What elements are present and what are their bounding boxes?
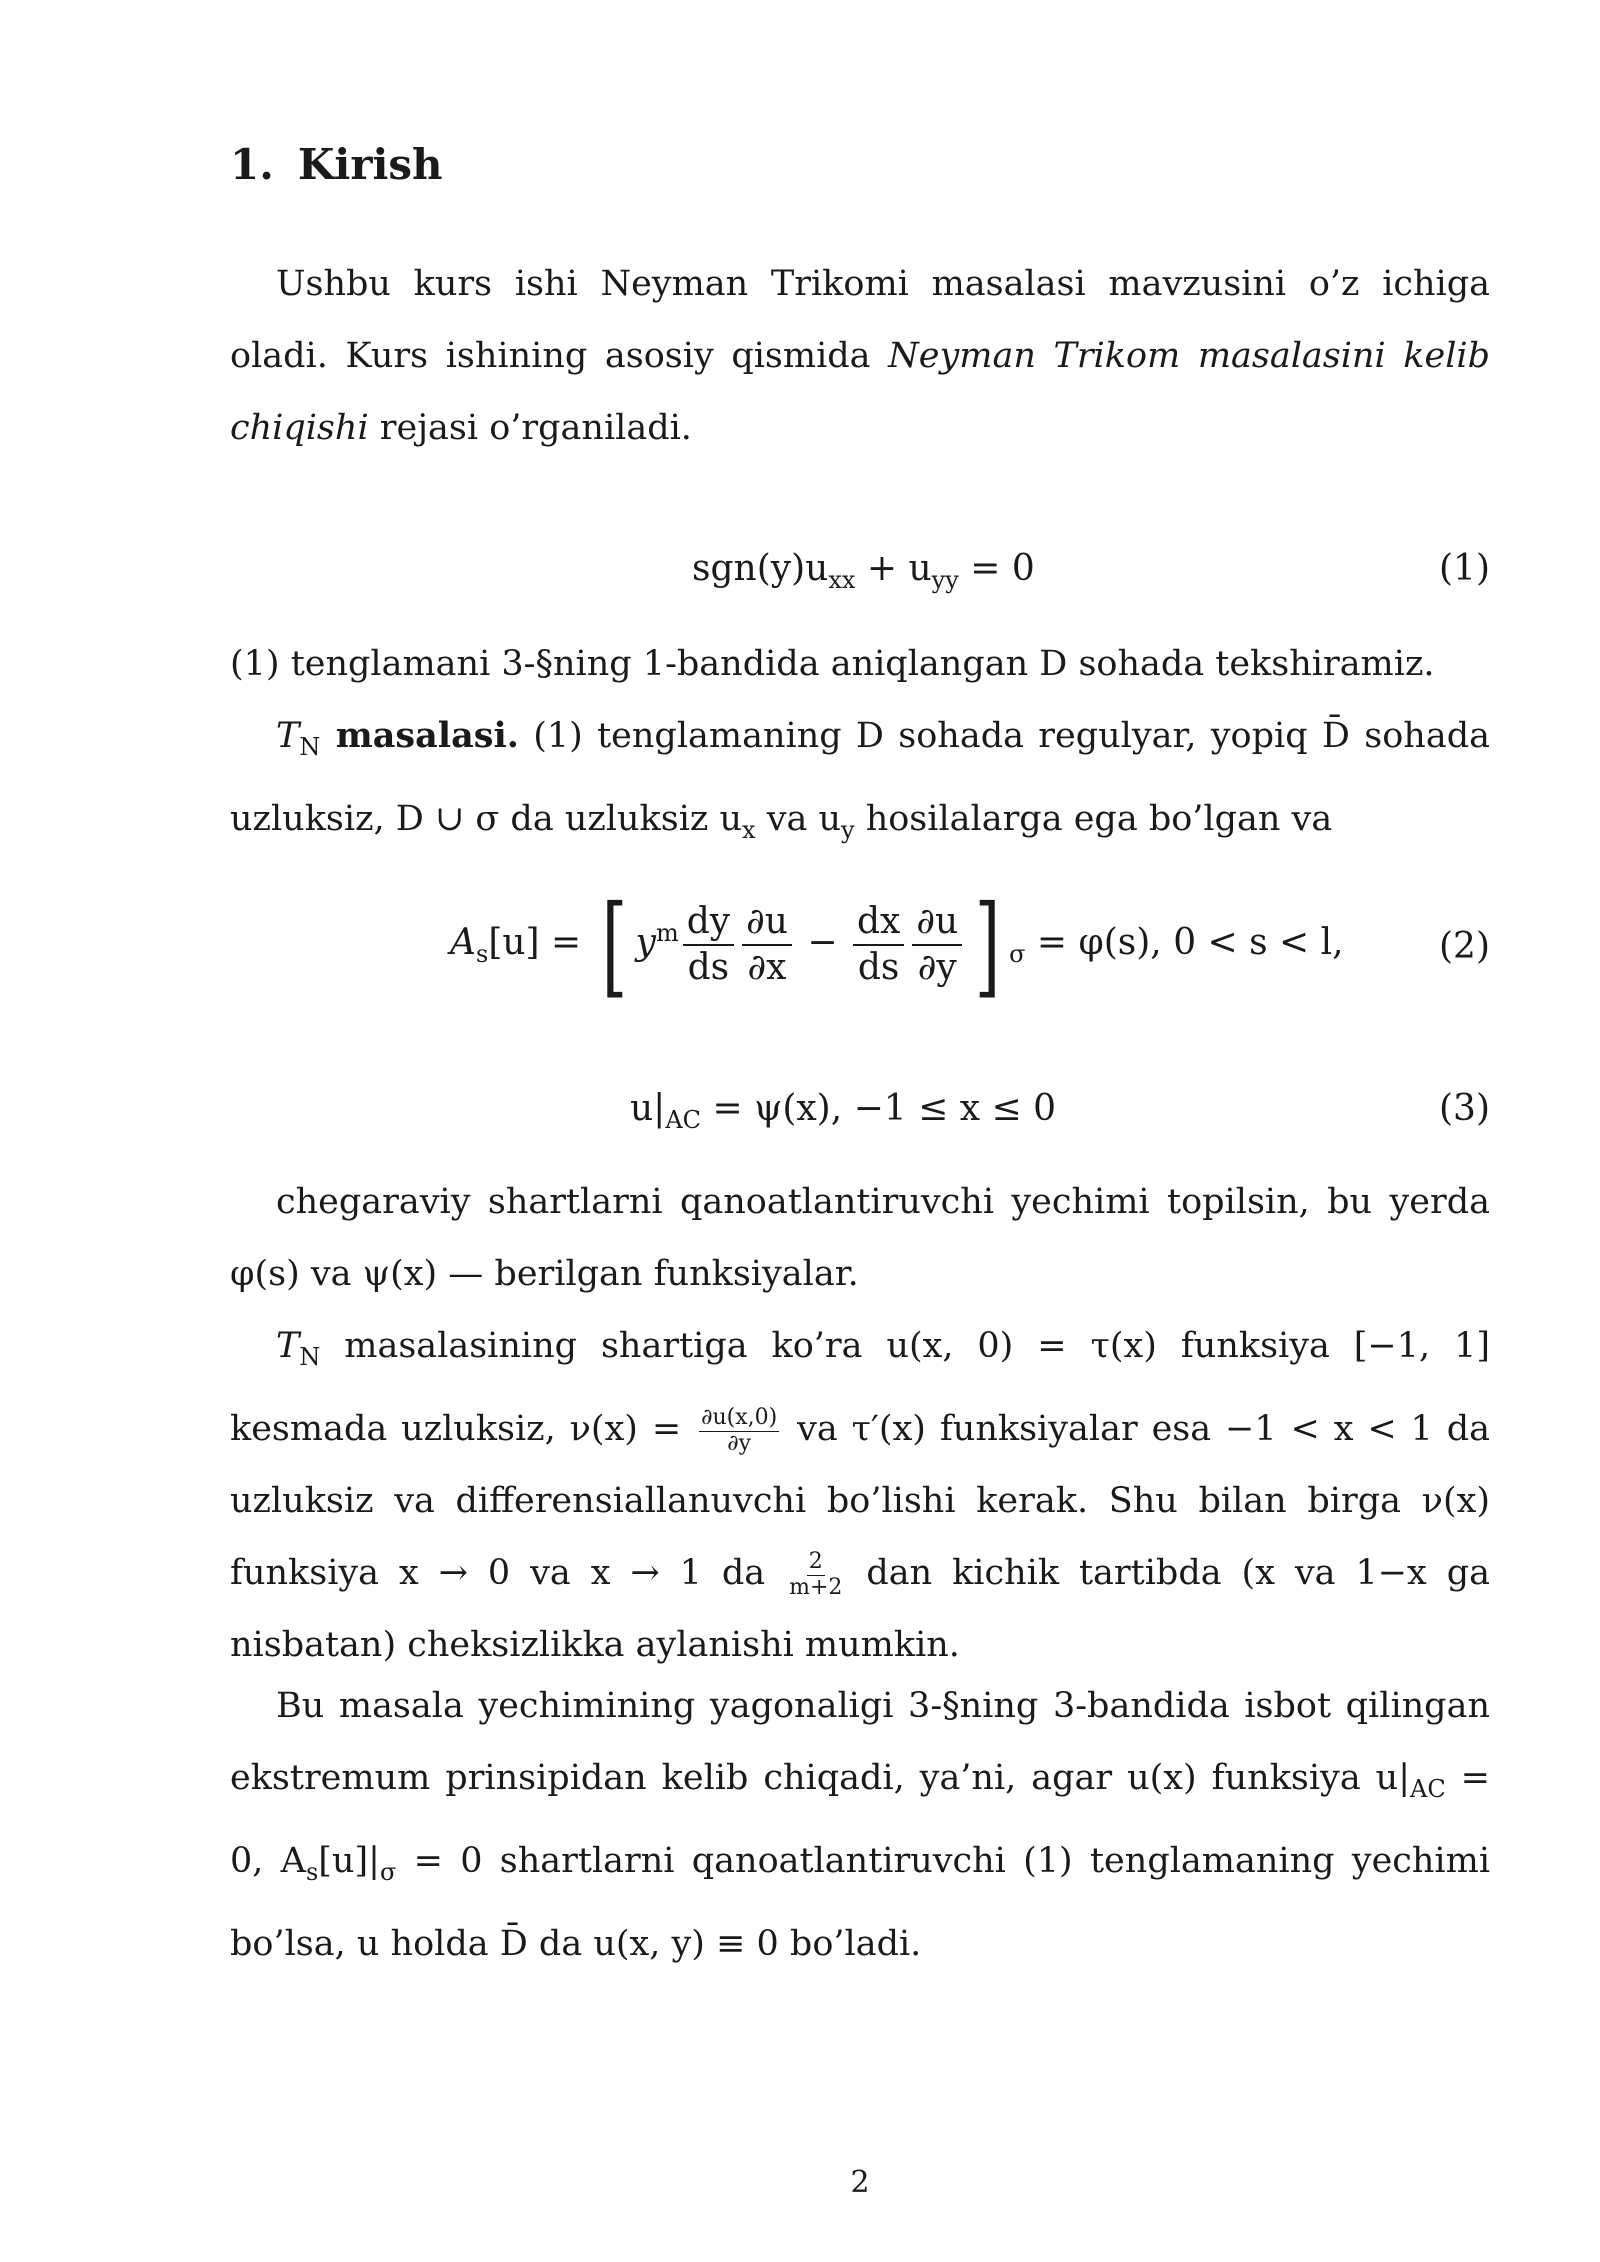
equation-number: (3) bbox=[1439, 1088, 1490, 1129]
section-heading bbox=[230, 140, 443, 189]
page-number: 2 bbox=[850, 2165, 870, 2200]
paragraph-conditions: chegaraviy shartlarni qanoatlantiruvchi yechimi topilsin, bu yerda φ(s) va ψ(x) — berilgan funksiyalar. bbox=[230, 1182, 1490, 1294]
intro-paragraph: Ushbu kurs ishi Neyman Trikomi masalasi mavzusini o’z ichiga oladi. Kurs ishining asosiy qismida Neyman Trikom masalasini kelib chiqishi rejasi o’rganiladi. bbox=[230, 264, 1490, 448]
intro-italic-phrase: Neyman Trikom masalasini kelib chiqishi bbox=[230, 336, 1490, 448]
paragraph-uniqueness: Bu masala yechimining yagonaligi 3-§ning 3-bandida isbot qilingan ekstremum prinsipidan kelib chiqadi, ya’ni, agar u(x) funksiya $u|_{AC} = 0$, $A_s[u]|_\sigma = 0$ shartlarni qanoatlantiruvchi (1) tenglamaning yechimi bo’lsa, u holda D̄ da u(x, y) ≡ 0 bo’ladi. bbox=[230, 1686, 1491, 1964]
problem-statement: $T_N$ masalasi. (1) tenglamaning D sohada regulyar, yopiq D̄ sohada uzluksiz, D ∪ σ da uzluksiz $u_x$ va $u_y$ hosilalarga ega bo’lgan va bbox=[230, 715, 1490, 844]
paragraph-tn-conditions: $T_N$ masalasining shartiga ko’ra u(x, 0) = τ(x) funksiya [−1, 1] kesmada uzluksiz, ν(x) = $\frac{\partial u(x,0)}{\partial y}$ va τ′(x) funksiyalar esa −1 < x < 1 da uzluksiz va differensiallanuvchi bo’lishi kerak. Shu bilan birga ν(x) funksiya x → 0 va x → 1 da $\frac{2}{m+2}$ dan kichik tartibda (x va 1−x ga nisbatan) cheksizlikka aylanishi mumkin. bbox=[230, 1326, 1490, 1665]
equation-2: $A_s[u]$ = [ $y^m$ $\frac{dy}{ds}$ $\frac{\partial u}{\partial x}$ − $\frac{dx}{ds}$ $\frac{\partial u}{\partial y}$ ] $_\sigma$ = φ(s), 0 < s < l, (2) bbox=[450, 881, 1490, 1009]
equation-number: (1) bbox=[1439, 548, 1490, 589]
equation-number: (2) bbox=[1439, 926, 1490, 967]
paragraph-domain: (1) tenglamani 3-§ning 1-bandida aniqlangan D sohada tekshiramiz. bbox=[230, 644, 1435, 684]
section-title-text: Kirish bbox=[297, 140, 443, 189]
section-number: 1. bbox=[230, 140, 274, 189]
document-page: 1. Kirish Ushbu kurs ishi Neyman Trikomi masalasi mavzusini o’z ichiga oladi. Kurs ishining asosiy qismida Neyman Trikom masalasini kelib chiqishi rejasi o’rganiladi. $sgn(y)u_{xx} + u_{yy} = 0$ (1) (1) tenglamani 3-§ning 1-bandida aniqlangan D sohada tekshiramiz. $T_N$ masalasi. (1) tenglamaning D sohada regulyar, yopiq D̄ sohada uzluksiz, D ∪ σ da uzluksiz $u_x$ va $u_y$ hosilalarga ega bo’lgan va $A_s[u]$ = [ $y^m$ $\frac{dy}{ds}$ $\frac{\partial u}{\partial x}$ − $\frac{dx}{ds}$ $\frac{\partial u}{\partial y}$ ] $_\sigma$ = φ(s), 0 < s < l, (2) $u|_{AC} = \psi(x)$, −1 ≤ x ≤ 0 (3) chegaraviy shartlarni qanoatlantiruvchi yechimi topilsin, bu yerda φ(s) va ψ(x) — berilgan funksiyalar. $T_N$ masalasining shartiga ko’ra u(x, 0) = τ(x) funksiya [−1, 1] kesmada uzluksiz, ν(x) = $\frac{\partial u(x,0)}{\partial y}$ va τ′(x) funksiyalar esa −1 < x < 1 da uzluksiz va differensiallanuvchi bo’lishi kerak. Shu bilan birga ν(x) funksiya x → 0 va x → 1 da $\frac{2}{m+2}$ dan kichik tartibda (x va 1−x ga nisbatan) cheksizlikka aylanishi mumkin. Bu masala yechimining yagonaligi 3-§ning 3-bandida isbot qilingan ekstremum prinsipidan kelib chiqadi, ya’ni, agar u(x) funksiya $u|_{AC} = 0$, $A_s[u]|_\sigma = 0$ shartlarni qanoatlantiruvchi (1) tenglamaning yechimi bo’lsa, u holda D̄ da u(x, y) ≡ 0 bo’ladi. 2 bbox=[230, 140, 1491, 2200]
